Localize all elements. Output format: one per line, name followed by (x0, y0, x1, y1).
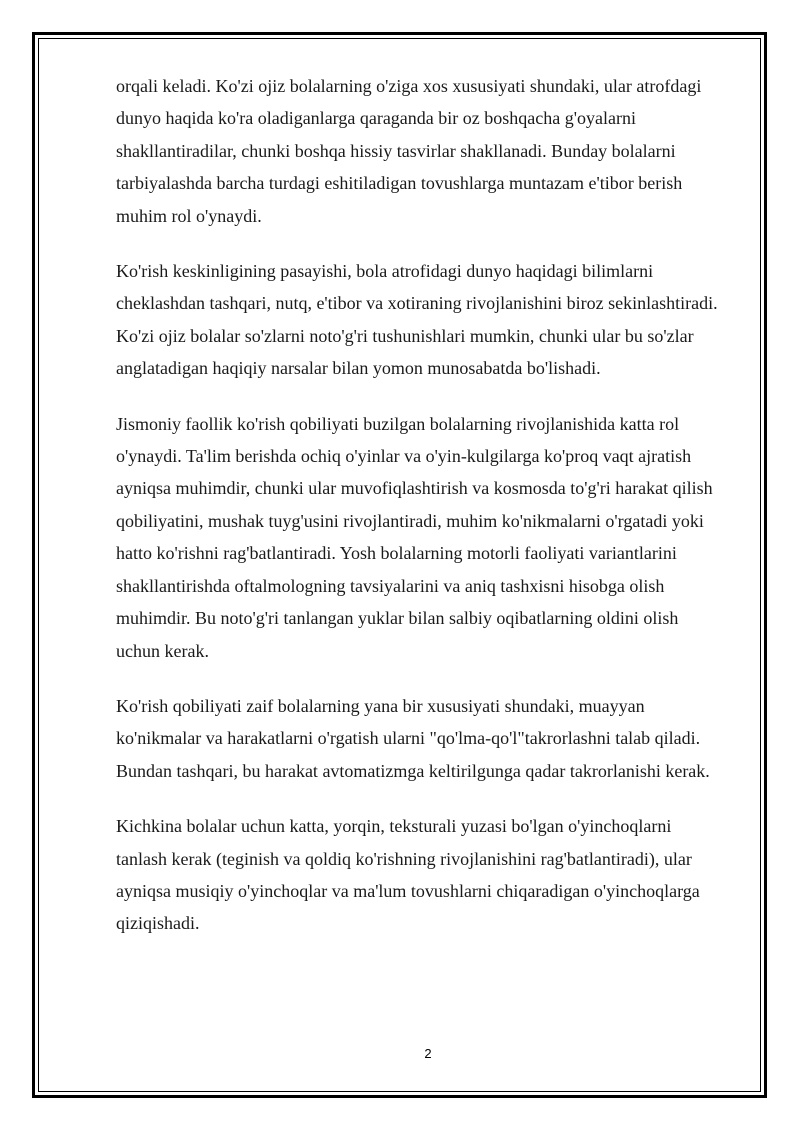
paragraph-2: Ko'rish keskinligining pasayishi, bola atrofidagi dunyo haqidagi bilimlarni cheklashdan tashqari, nutq, e'tibor va xotiraning rivojlanishini biroz sekinlashtiradi. Ko'zi ojiz bolalar so'zlarni noto'g'ri tushunishlari mumkin, chunki ular bu so'zlar anglatadigan haqiqiy narsalar bilan yomon munosabatda bo'lishadi. (116, 261, 718, 379)
paragraph-3: Jismoniy faollik ko'rish qobiliyati buzilgan bolalarning rivojlanishida katta rol o'ynaydi. Ta'lim berishda ochiq o'yinlar va o'yin-kulgilarga ko'proq vaqt ajratish ayniqsa muhimdir, chunki ular muvofiqlashtirish va kosmosda to'g'ri harakat qilish qobiliyatini, mushak tuyg'usini rivojlantiradi, muhim ko'nikmalarni o'rgatadi yoki hatto ko'rishni rag'batlantiradi. Yosh bolalarning motorli faoliyati variantlarini shakllantirishda oftalmologning tavsiyalarini va aniq tashxisni hisobga olish muhimdir. Bu noto'g'ri tanlangan yuklar bilan salbiy oqibatlarning oldini olish uchun kerak. (116, 413, 713, 661)
page-number: 2 (424, 1046, 432, 1061)
paragraph-1: orqali keladi. Ko'zi ojiz bolalarning o'ziga xos xususiyati shundaki, ular atrofdagi dunyo haqida ko'ra oladiganlarga qaraganda bir oz boshqacha g'oyalarni shakllantiradilar, chunki boshqa hissiy tasvirlar shakllanadi. Bunday bolalarni tarbiyalashda barcha turdagi eshitiladigan tovushlarga muntazam e'tibor berish muhim rol o'ynaydi. (116, 76, 702, 226)
paragraph-5: Kichkina bolalar uchun katta, yorqin, teksturali yuzasi bo'lgan o'yinchoqlarni tanlash kerak (teginish va qoldiq ko'rishning rivojlanishini rag'batlantiradi), ular ayniqsa musiqiy o'yinchoqlar va ma'lum tovushlarni chiqaradigan o'yinchoqlarga qiziqishadi. (116, 816, 700, 934)
paragraph-4: Ko'rish qobiliyati zaif bolalarning yana bir xususiyati shundaki, muayyan ko'nikmalar va harakatlarni o'rgatish ularni "qo'lma-qo'l"takrorlashni talab qiladi. Bundan tashqari, bu harakat avtomatizmga keltirilgunga qadar takrorlanishi kerak. (116, 695, 710, 781)
document-body (116, 70, 726, 963)
